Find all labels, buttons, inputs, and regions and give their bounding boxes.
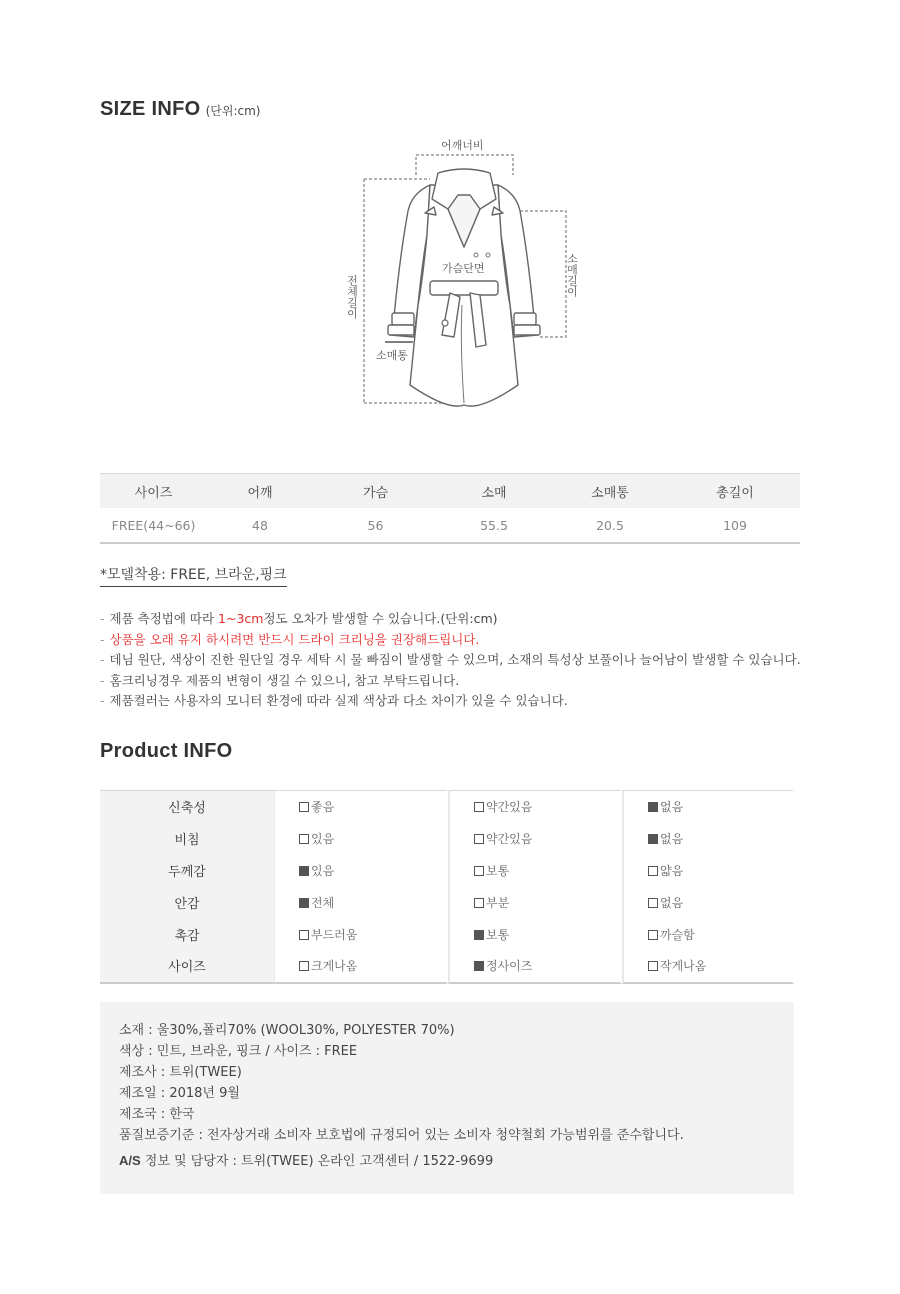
details-list xyxy=(100,1002,794,1171)
option-label: 부분 xyxy=(486,895,510,910)
bullet-dash: - xyxy=(100,672,105,688)
product-info-title: Product INFO xyxy=(100,740,233,762)
size-cell: FREE(44~66) xyxy=(100,508,207,543)
option-label: 좋음 xyxy=(311,800,335,815)
option-label: 없음 xyxy=(660,800,684,815)
chest-width-label: 가슴단면 xyxy=(442,262,485,275)
note-text: 제품 측정법에 따라 xyxy=(109,611,219,626)
chest-cell: 56 xyxy=(313,508,438,543)
option-label: 전체 xyxy=(311,895,335,910)
sleeve-cell: 55.5 xyxy=(438,508,550,543)
option-label: 까슬함 xyxy=(660,927,695,942)
coat-measurement-diagram xyxy=(330,135,590,415)
unchecked-box-icon xyxy=(648,898,658,908)
attribute-option xyxy=(274,855,448,887)
size-table-header-row xyxy=(100,474,800,509)
attribute-label: 신축성 xyxy=(100,790,274,823)
attribute-option xyxy=(448,918,622,950)
option-label: 있음 xyxy=(311,863,335,878)
attribute-option xyxy=(622,886,794,918)
unchecked-box-icon xyxy=(299,930,309,940)
table-row xyxy=(100,855,794,887)
sleeve-length-label: 소매길이 xyxy=(565,253,579,297)
attribute-option xyxy=(448,790,622,823)
checked-box-icon xyxy=(299,866,309,876)
option-label: 보통 xyxy=(486,927,510,942)
note-item xyxy=(100,630,801,651)
attribute-option xyxy=(274,790,448,823)
note-text: 홈크리닝경우 제품의 변형이 생길 수 있으니, 참고 부탁드립니다. xyxy=(109,672,460,688)
bullet-dash: - xyxy=(100,611,105,626)
note-text: 제품컬러는 사용자의 모니터 환경에 따라 실제 색상과 다소 차이가 있을 수 있습니다. xyxy=(109,693,568,708)
table-row xyxy=(100,918,794,950)
attribute-option xyxy=(274,886,448,918)
checked-box-icon xyxy=(474,961,484,971)
attribute-label: 두께감 xyxy=(100,855,274,887)
option-label: 없음 xyxy=(660,832,684,847)
as-label: A/S xyxy=(119,1153,141,1168)
highlight-text: 상품을 오래 유지 하시려면 반드시 드라이 크리닝을 권장해드립니다. xyxy=(109,631,480,647)
attribute-label: 비침 xyxy=(100,823,274,855)
attribute-option xyxy=(274,918,448,950)
total-length-label: 전체길이 xyxy=(345,275,359,319)
checked-box-icon xyxy=(474,930,484,940)
unchecked-box-icon xyxy=(648,961,658,971)
table-row xyxy=(100,886,794,918)
detail-item: 품질보증기준 : 전자상거래 소비자 보호법에 규정되어 있는 소비자 청약철회 가능범위를 준수합니다. xyxy=(119,1128,684,1143)
bullet-dash: - xyxy=(100,693,105,708)
shoulder-width-label: 어깨너비 xyxy=(441,139,484,152)
option-label: 약간있음 xyxy=(486,800,533,815)
cuff-cell: 20.5 xyxy=(550,508,670,543)
shoulder-cell: 48 xyxy=(207,508,313,543)
unchecked-box-icon xyxy=(474,834,484,844)
as-text: 정보 및 담당자 : 트위(TWEE) 온라인 고객센터 / 1522-9699 xyxy=(140,1154,494,1169)
note-item xyxy=(100,650,801,671)
option-label: 보통 xyxy=(486,863,510,878)
unchecked-box-icon xyxy=(648,866,658,876)
option-label: 정사이즈 xyxy=(486,959,533,974)
table-row xyxy=(100,950,794,984)
cuff-width-label: 소매통 xyxy=(376,349,408,362)
total-length-col-header: 총길이 xyxy=(670,474,800,509)
unchecked-box-icon xyxy=(648,930,658,940)
model-wear-note: *모델착용: FREE, 브라운,핑크 xyxy=(100,566,287,587)
table-row xyxy=(100,508,800,543)
detail-item: 제조사 : 트위(TWEE) xyxy=(119,1065,242,1080)
size-table xyxy=(100,473,800,544)
detail-item: 제조일 : 2018년 9월 xyxy=(119,1086,240,1101)
attribute-option xyxy=(448,950,622,984)
sleeve-col-header: 소매 xyxy=(438,474,550,509)
attribute-option xyxy=(448,823,622,855)
option-label: 없음 xyxy=(660,895,684,910)
bullet-dash: - xyxy=(100,652,105,667)
option-label: 있음 xyxy=(311,832,335,847)
note-text: 데님 원단, 색상이 진한 원단일 경우 세탁 시 물 빠짐이 발생할 수 있으며, 소재의 특성상 보풀이나 늘어남이 발생할 수 있습니다. xyxy=(109,652,801,667)
chest-col-header: 가슴 xyxy=(313,474,438,509)
unchecked-box-icon xyxy=(299,961,309,971)
product-details-box xyxy=(100,1002,794,1194)
option-label: 작게나옴 xyxy=(660,959,707,974)
note-text: 정도 오차가 발생할 수 있습니다.(단위:cm) xyxy=(263,611,498,626)
table-row xyxy=(100,823,794,855)
shoulder-col-header: 어깨 xyxy=(207,474,313,509)
detail-item: 색상 : 민트, 브라운, 핑크 / 사이즈 : FREE xyxy=(119,1044,358,1059)
attribute-option xyxy=(274,950,448,984)
size-col-header: 사이즈 xyxy=(100,474,207,509)
checked-box-icon xyxy=(648,802,658,812)
note-item xyxy=(100,671,801,692)
detail-item: 제조국 : 한국 xyxy=(119,1107,195,1122)
attribute-label: 촉감 xyxy=(100,918,274,950)
table-row xyxy=(100,790,794,823)
unchecked-box-icon xyxy=(299,802,309,812)
as-info-item xyxy=(119,1150,794,1171)
size-info-header xyxy=(100,98,260,121)
size-info-title: SIZE INFO xyxy=(100,98,201,120)
bullet-dash: - xyxy=(100,631,105,647)
highlight-text: 1~3cm xyxy=(218,611,264,626)
note-item xyxy=(100,691,801,712)
checked-box-icon xyxy=(299,898,309,908)
product-info-table xyxy=(100,790,794,984)
attribute-option xyxy=(622,790,794,823)
detail-item: 소재 : 울30%,폴리70% (WOOL30%, POLYESTER 70%) xyxy=(119,1023,455,1038)
unchecked-box-icon xyxy=(474,898,484,908)
total-length-cell: 109 xyxy=(670,508,800,543)
option-label: 부드러움 xyxy=(311,927,358,942)
attribute-option xyxy=(622,855,794,887)
cuff-col-header: 소매통 xyxy=(550,474,670,509)
attribute-option xyxy=(448,855,622,887)
notes-list xyxy=(100,609,801,712)
coat-illustration xyxy=(330,135,590,415)
attribute-option xyxy=(622,918,794,950)
unchecked-box-icon xyxy=(474,802,484,812)
attribute-option xyxy=(448,886,622,918)
option-label: 약간있음 xyxy=(486,832,533,847)
checked-box-icon xyxy=(648,834,658,844)
size-unit-label: (단위:cm) xyxy=(205,104,261,118)
attribute-label: 안감 xyxy=(100,886,274,918)
attribute-option xyxy=(622,950,794,984)
attribute-option xyxy=(622,823,794,855)
unchecked-box-icon xyxy=(474,866,484,876)
note-item xyxy=(100,609,801,630)
attribute-label: 사이즈 xyxy=(100,950,274,984)
unchecked-box-icon xyxy=(299,834,309,844)
option-label: 얇음 xyxy=(660,863,684,878)
option-label: 크게나옴 xyxy=(311,959,358,974)
attribute-option xyxy=(274,823,448,855)
